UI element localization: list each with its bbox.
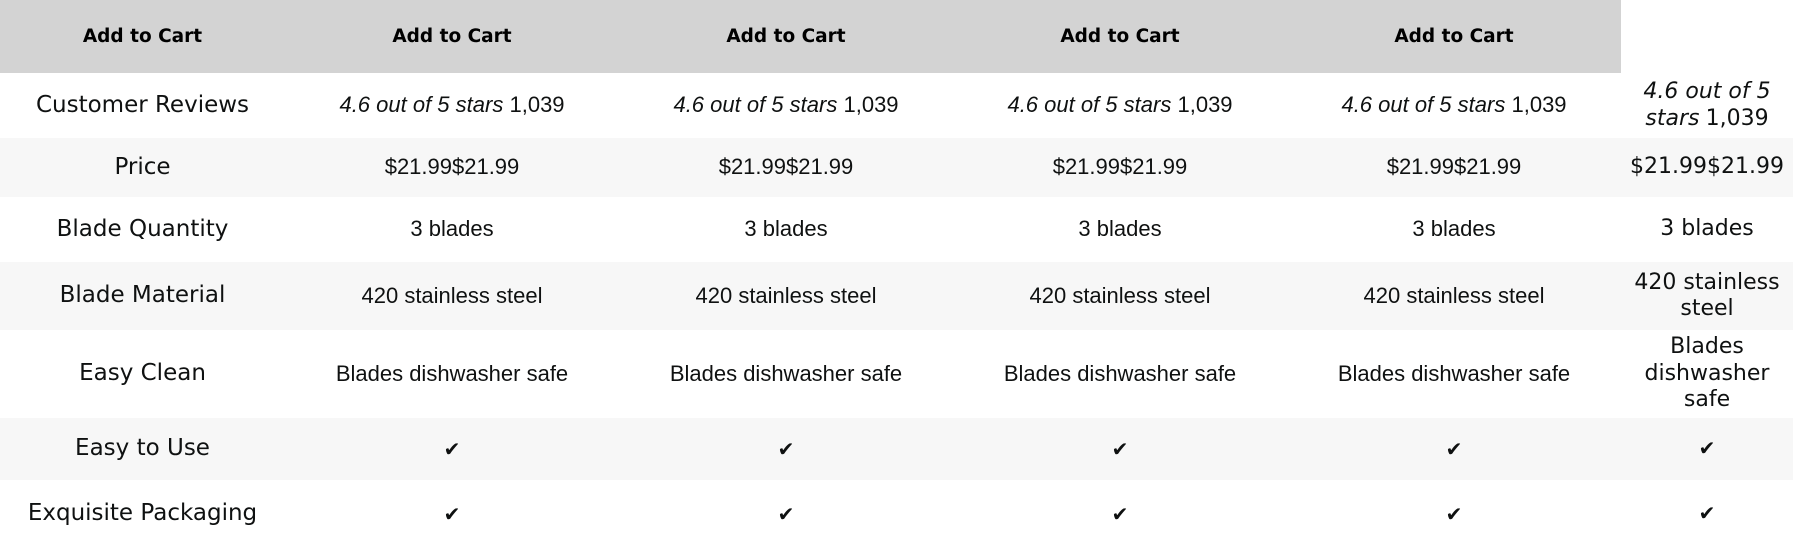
add-to-cart-button[interactable]: Add to Cart (1287, 0, 1621, 73)
check-icon: ✔ (1698, 500, 1716, 525)
customer-reviews-link[interactable] (285, 73, 619, 138)
row-customer-reviews (0, 73, 1793, 138)
check-icon: ✔ (1445, 438, 1463, 461)
row-label-easy-clean: Easy Clean (79, 360, 206, 387)
price-value: $21.99$21.99 (384, 154, 520, 180)
check-icon: ✔ (777, 438, 795, 461)
row-label-blade-quantity: Blade Quantity (56, 215, 229, 242)
blade-material-value: 420 stainless steel (695, 282, 877, 308)
row-label-customer-reviews: Customer Reviews (35, 91, 250, 118)
blade-quantity-value: 3 blades (410, 216, 494, 242)
review-count: 1,039 (509, 92, 565, 118)
star-rating-text: 4.6 out of 5 stars (673, 92, 838, 118)
easy-clean-value: Blades dishwasher safe (1337, 360, 1571, 386)
customer-reviews-link[interactable] (953, 73, 1287, 138)
check-icon: ✔ (1111, 438, 1129, 461)
add-to-cart-button[interactable]: Add to Cart (619, 0, 953, 73)
header-cell-empty (1621, 0, 1793, 73)
row-price (0, 138, 1793, 197)
star-rating-text: 4.6 out of 5 stars (339, 92, 504, 118)
review-count: 1,039 (1511, 92, 1567, 118)
add-to-cart-button[interactable]: Add to Cart (285, 0, 619, 73)
blade-quantity-value: 3 blades (1660, 216, 1754, 242)
easy-clean-value: Blades dishwasher safe (669, 360, 903, 386)
review-count: 1,039 (843, 92, 899, 118)
easy-clean-value: Blades dishwasher safe (335, 360, 569, 386)
easy-clean-value: Blades dishwasher safe (1003, 360, 1237, 386)
customer-reviews-link[interactable] (619, 73, 953, 138)
row-blade-material (0, 262, 1793, 330)
review-count: 1,039 (1705, 105, 1769, 131)
price-value: $21.99$21.99 (1386, 154, 1522, 180)
row-label-price: Price (114, 153, 171, 180)
blade-material-value: 420 stainless steel (361, 282, 543, 308)
blade-material-value: 420 stainless steel (1029, 282, 1211, 308)
row-label-easy-to-use: Easy to Use (75, 435, 210, 462)
check-icon: ✔ (1111, 503, 1129, 526)
row-label-exquisite-packaging: Exquisite Packaging (27, 500, 258, 527)
add-to-cart-button[interactable]: Add to Cart (953, 0, 1287, 73)
star-rating-text: 4.6 out of 5 stars (1007, 92, 1172, 118)
check-icon: ✔ (1445, 503, 1463, 526)
price-value: $21.99$21.99 (718, 154, 854, 180)
row-easy-clean (0, 330, 1793, 418)
row-exquisite-packaging (0, 480, 1793, 548)
review-count: 1,039 (1177, 92, 1233, 118)
add-to-cart-button[interactable]: Add to Cart (0, 0, 285, 73)
star-rating-text: 4.6 out of 5 stars (1643, 79, 1771, 131)
header-row (0, 0, 1793, 73)
blade-material-value: 420 stainless steel (1363, 282, 1545, 308)
blade-quantity-value: 3 blades (744, 216, 828, 242)
check-icon: ✔ (443, 503, 461, 526)
blade-quantity-value: 3 blades (1078, 216, 1162, 242)
star-rating-text: 4.6 out of 5 stars (1341, 92, 1506, 118)
customer-reviews-link[interactable] (1621, 73, 1793, 138)
row-easy-to-use (0, 418, 1793, 480)
price-value: $21.99$21.99 (1052, 154, 1188, 180)
check-icon: ✔ (443, 438, 461, 461)
row-blade-quantity (0, 197, 1793, 262)
check-icon: ✔ (777, 503, 795, 526)
blade-quantity-value: 3 blades (1412, 216, 1496, 242)
price-value: $21.99$21.99 (1630, 154, 1784, 180)
blade-material-value: 420 stainless steel (1634, 269, 1780, 321)
customer-reviews-link[interactable] (1287, 73, 1621, 138)
easy-clean-value: Blades dishwasher safe (1644, 334, 1770, 413)
row-label-blade-material: Blade Material (59, 282, 226, 309)
check-icon: ✔ (1698, 435, 1716, 460)
